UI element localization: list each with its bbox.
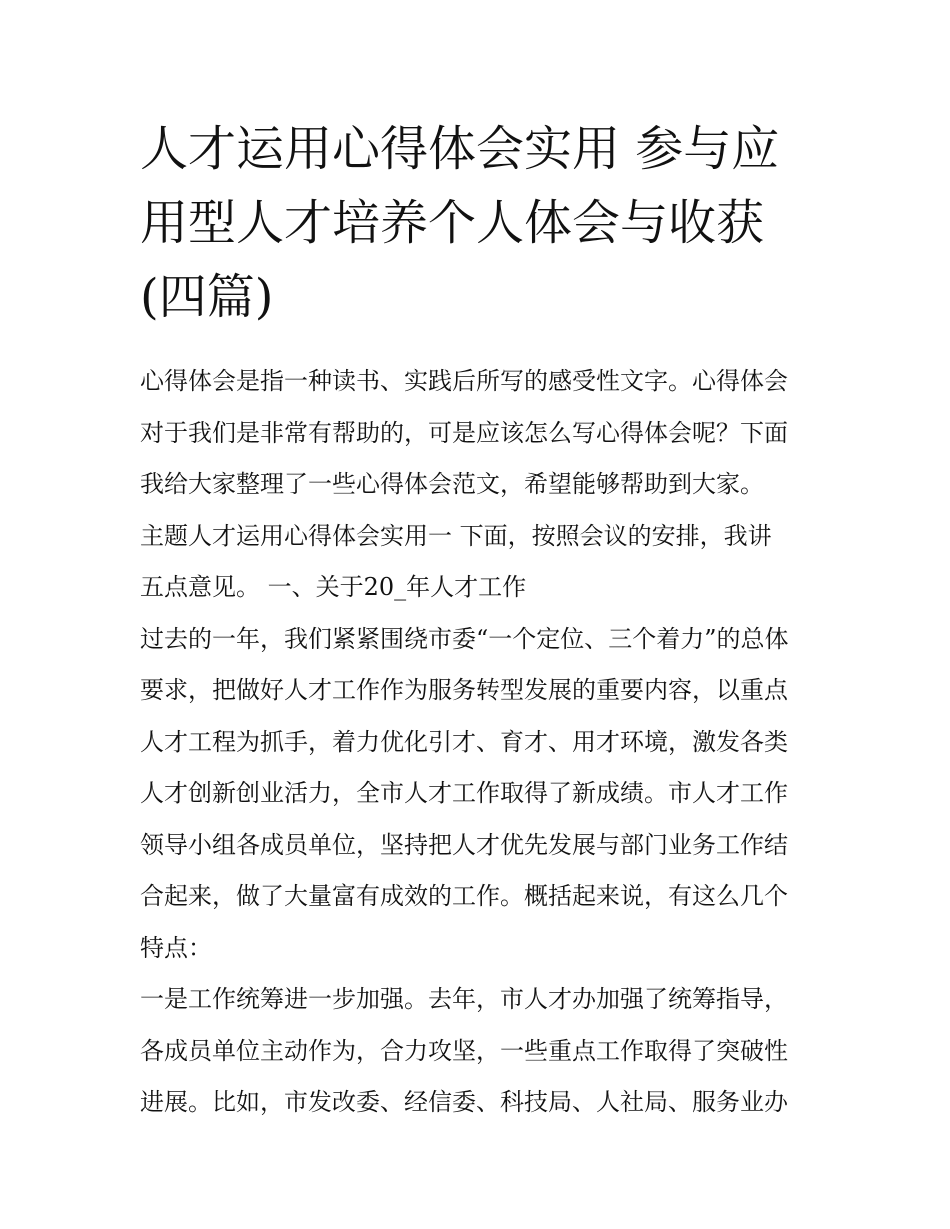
body-line: 五点意见。 一、关于20_年人才工作: [140, 573, 527, 601]
body-line: 过去的一年，我们紧紧围绕市委“一个定位、三个着力”的总体: [140, 624, 789, 653]
body-line: 主题人才运用心得体会实用一 下面，按照会议的安排，我讲: [140, 521, 772, 550]
title-line: 人才运用心得体会实用 参与应: [140, 121, 780, 177]
body-line: 人才工程为抓手，着力优化引才、育才、用才环境，激发各类: [140, 727, 788, 756]
body-line: 一是工作统筹进一步加强。去年，市人才办加强了统筹指导，: [140, 985, 788, 1013]
body-line: 领导小组各成员单位，坚持把人才优先发展与部门业务工作结: [140, 830, 788, 859]
body-line: 对于我们是非常有帮助的，可是应该怎么写心得体会呢？下面: [140, 418, 788, 447]
document-body: [140, 356, 820, 1129]
body-line: 各成员单位主动作为，合力攻坚，一些重点工作取得了突破性: [140, 1036, 788, 1065]
body-line: 心得体会是指一种读书、实践后所写的感受性文字。心得体会: [140, 367, 788, 395]
body-line: 要求，把做好人才工作作为服务转型发展的重要内容，以重点: [140, 676, 788, 704]
body-line: 合起来，做了大量富有成效的工作。概括起来说，有这么几个: [140, 882, 788, 910]
body-line: 人才创新创业活力，全市人才工作取得了新成绩。市人才工作: [140, 779, 788, 807]
body-line: 我给大家整理了一些心得体会范文，希望能够帮助到大家。: [140, 470, 764, 498]
body-line: 特点：: [140, 933, 212, 962]
document-title: [140, 112, 820, 334]
title-line: 用型人才培养个人体会与收获: [140, 195, 765, 251]
body-line: 进展。比如，市发改委、经信委、科技局、人社局、服务业办: [140, 1088, 788, 1116]
title-line: (四篇): [140, 269, 274, 325]
